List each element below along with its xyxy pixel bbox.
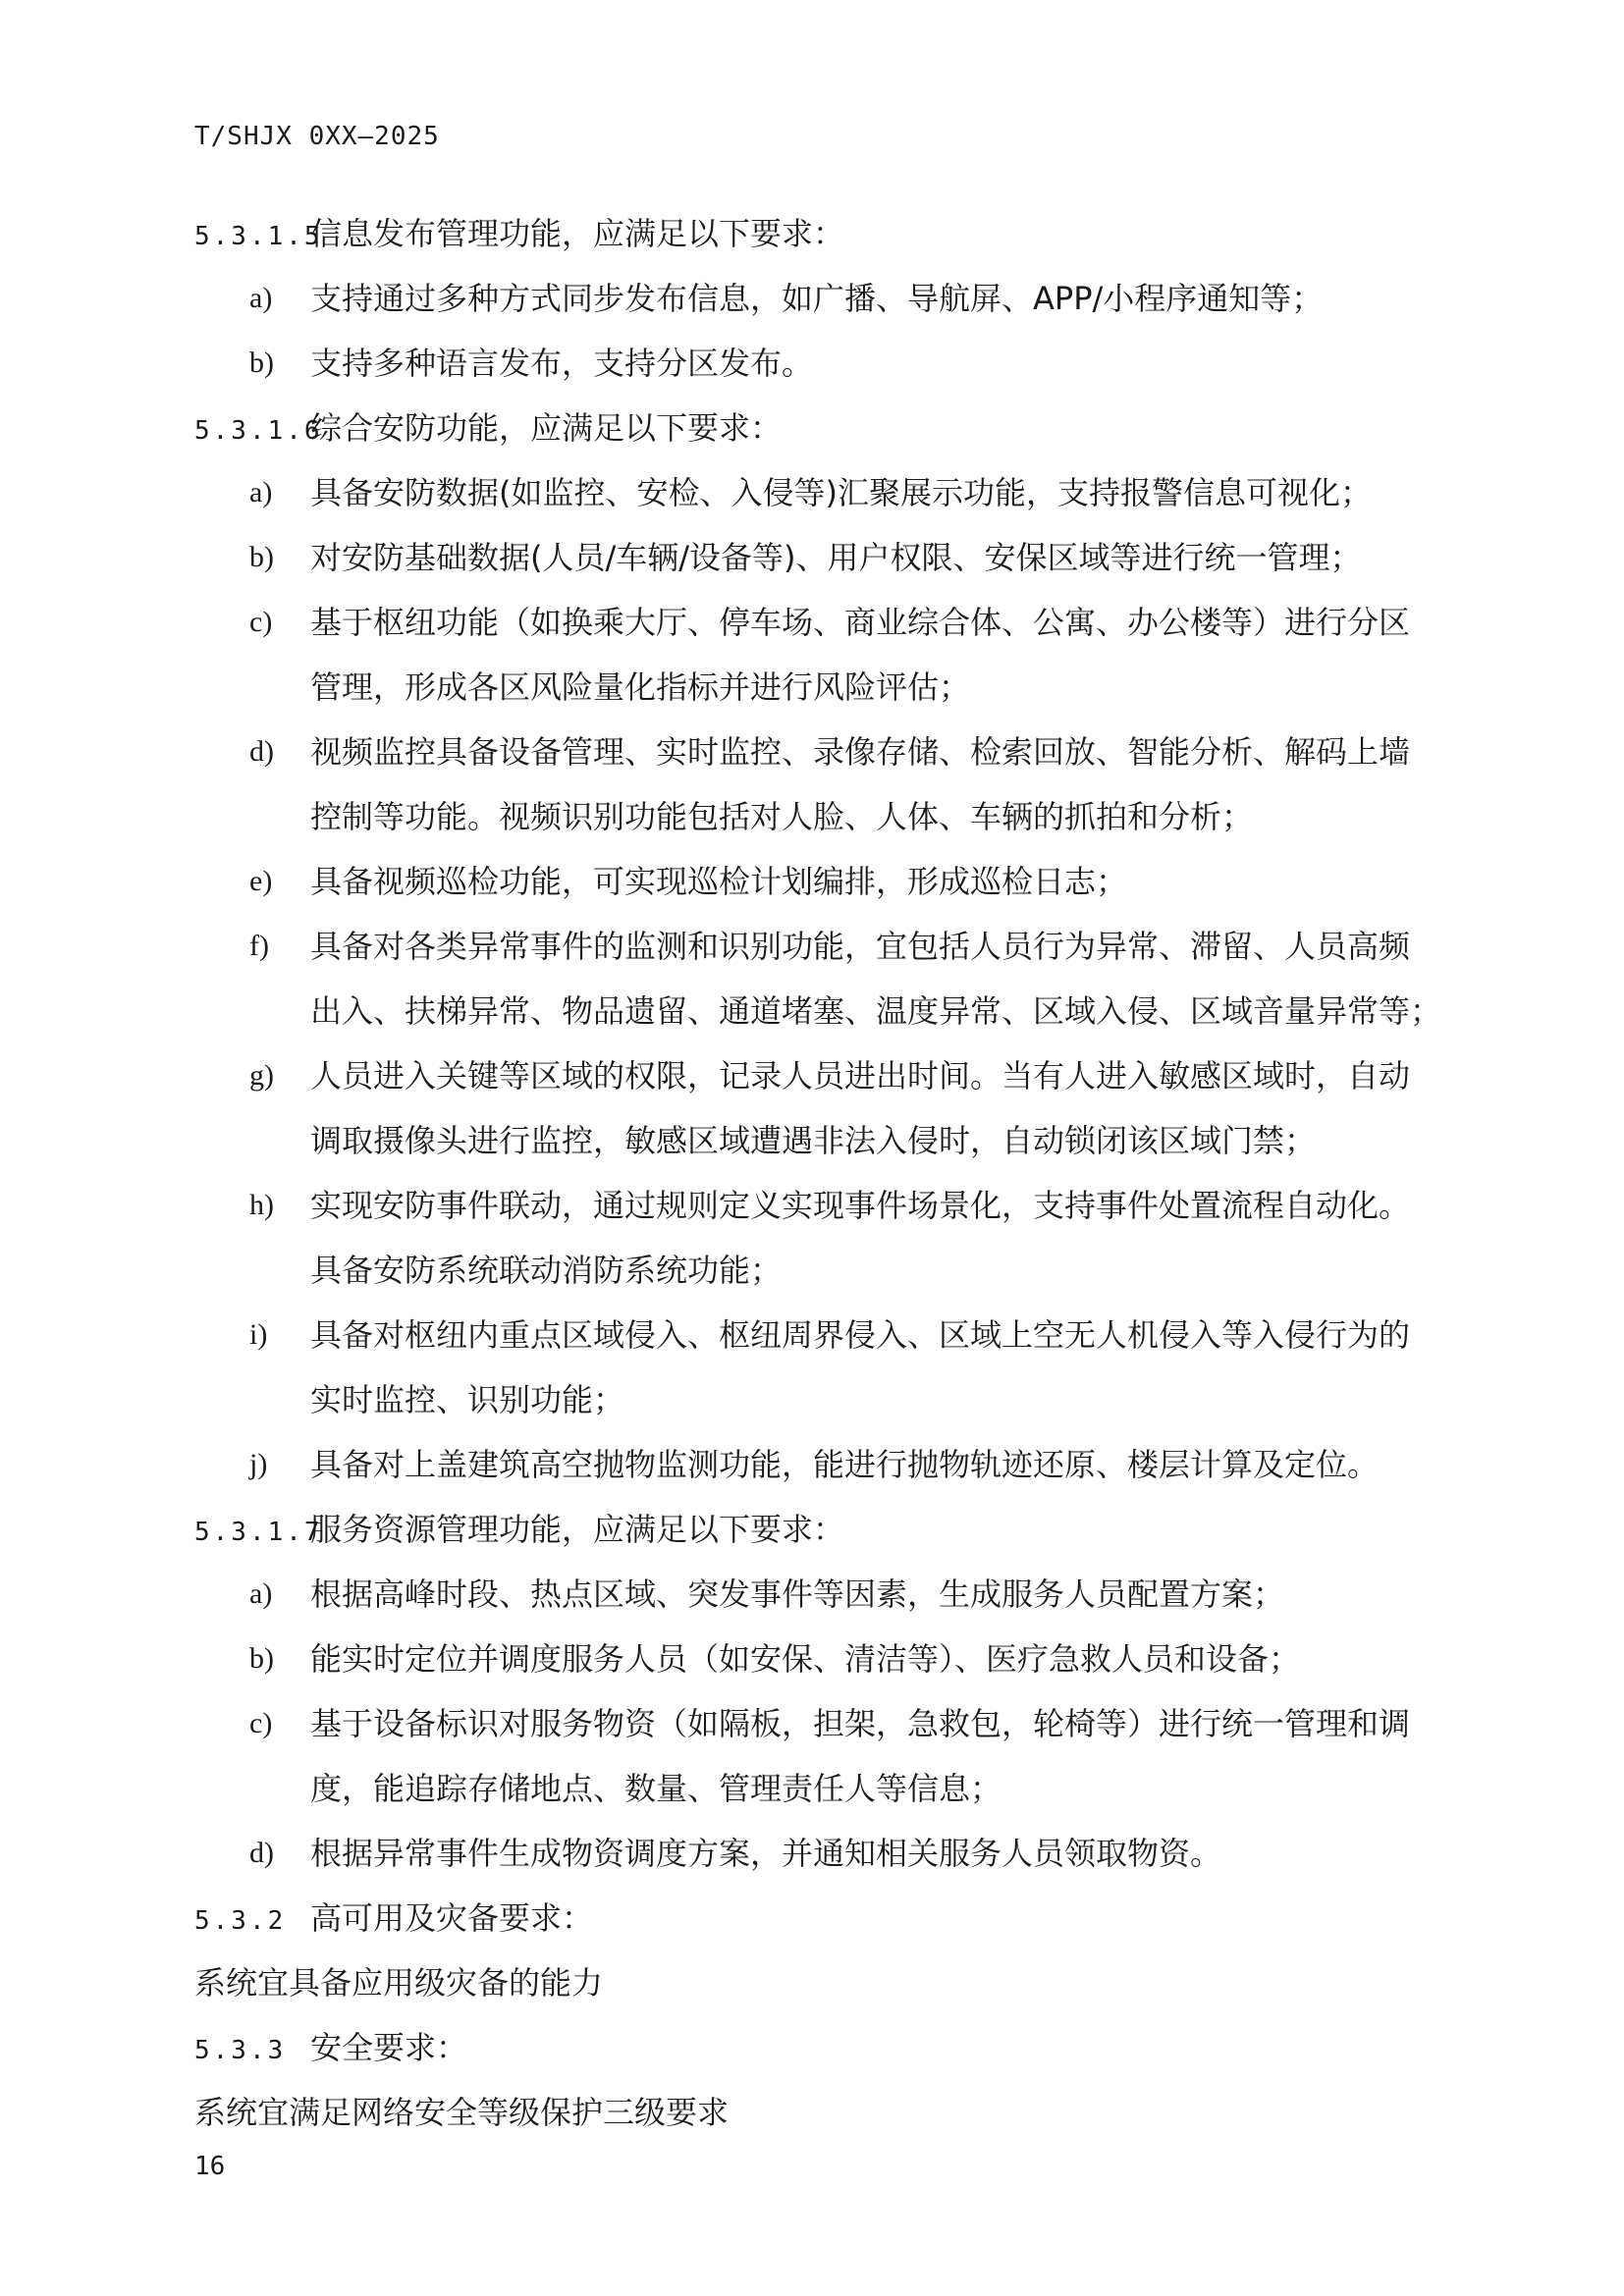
- list-item-continuation: [194, 979, 1471, 1043]
- clause-heading: [194, 1497, 1471, 1562]
- list-item-marker: c): [249, 1707, 273, 1739]
- list-item-text: 根据异常事件生成物资调度方案，并通知相关服务人员领取物资。: [310, 1835, 1222, 1872]
- section-number: 5.3.3: [194, 2036, 287, 2065]
- list-item-marker: b): [249, 541, 274, 573]
- list-item-text: 人员进入关键等区域的权限，记录人员进出时间。当有人进入敏感区域时，自动: [310, 1057, 1411, 1095]
- list-item: [194, 590, 1471, 655]
- list-item-text: 出入、扶梯异常、物品遗留、通道堵塞、温度异常、区域入侵、区域音量异常等；: [310, 992, 1442, 1030]
- document-body: [194, 201, 1471, 2145]
- list-item: [194, 1173, 1471, 1238]
- list-item: [194, 460, 1471, 525]
- list-item-marker: h): [249, 1189, 274, 1221]
- list-item-text: 具备对各类异常事件的监测和识别功能，宜包括人员行为异常、滞留、人员高频: [310, 928, 1411, 965]
- list-item: [194, 1043, 1471, 1108]
- list-item: [194, 1691, 1471, 1756]
- list-item: [194, 525, 1471, 590]
- list-item: [194, 1303, 1471, 1367]
- list-item-text: 具备对枢纽内重点区域侵入、枢纽周界侵入、区域上空无人机侵入等入侵行为的: [310, 1316, 1411, 1354]
- list-item-continuation: [194, 655, 1471, 720]
- list-item-text: 调取摄像头进行监控，敏感区域遭遇非法入侵时，自动锁闭该区域门禁；: [310, 1122, 1317, 1159]
- section-title: 高可用及灾备要求：: [310, 1899, 594, 1937]
- list-item-text: 具备对上盖建筑高空抛物监测功能，能进行抛物轨迹还原、楼层计算及定位。: [310, 1446, 1380, 1483]
- list-item-text: 视频监控具备设备管理、实时监控、录像存储、检索回放、智能分析、解码上墙: [310, 733, 1411, 771]
- list-item-text: 具备视频巡检功能，可实现巡检计划编排，形成巡检日志；: [310, 863, 1128, 900]
- clause-title: 综合安防功能，应满足以下要求：: [310, 409, 783, 447]
- list-item-marker: f): [249, 930, 269, 962]
- section-title: 安全要求：: [310, 2029, 468, 2066]
- page-number: 16: [194, 2152, 226, 2181]
- list-item-text: 实现安防事件联动，通过规则定义实现事件场景化，支持事件处置流程自动化。: [310, 1187, 1411, 1224]
- list-item-marker: a): [249, 476, 273, 508]
- list-item: [194, 1562, 1471, 1627]
- list-item-marker: d): [249, 1837, 274, 1869]
- list-item: [194, 331, 1471, 396]
- section-body-text: 系统宜满足网络安全等级保护三级要求: [194, 2094, 730, 2131]
- list-item-continuation: [194, 1108, 1471, 1173]
- list-item-continuation: [194, 1756, 1471, 1821]
- list-item-continuation: [194, 1238, 1471, 1303]
- list-item-text: 支持通过多种方式同步发布信息，如广播、导航屏、APP/小程序通知等；: [310, 280, 1324, 317]
- section-heading: [194, 2015, 1471, 2080]
- list-item-marker: c): [249, 606, 273, 638]
- list-item: [194, 849, 1471, 914]
- list-item-marker: d): [249, 735, 274, 768]
- list-item-text: 控制等功能。视频识别功能包括对人脸、人体、车辆的抓拍和分析；: [310, 798, 1254, 835]
- clause-title: 服务资源管理功能，应满足以下要求：: [310, 1511, 845, 1548]
- list-item-marker: b): [249, 347, 274, 379]
- list-item: [194, 1432, 1471, 1497]
- list-item-text: 基于枢纽功能（如换乘大厅、停车场、商业综合体、公寓、办公楼等）进行分区: [310, 604, 1411, 641]
- list-item-text: 根据高峰时段、热点区域、突发事件等因素，生成服务人员配置方案；: [310, 1575, 1285, 1613]
- section-heading: [194, 1886, 1471, 1950]
- list-item-marker: g): [249, 1059, 274, 1092]
- clause-heading: [194, 396, 1471, 460]
- list-item: [194, 720, 1471, 784]
- clause-title: 信息发布管理功能，应满足以下要求：: [310, 215, 845, 252]
- list-item-text: 对安防基础数据(人员/车辆/设备等)、用户权限、安保区域等进行统一管理；: [310, 539, 1362, 576]
- list-item-marker: i): [249, 1318, 268, 1351]
- section-body-text: 系统宜具备应用级灾备的能力: [194, 1964, 604, 2002]
- list-item-marker: a): [249, 1577, 273, 1610]
- clause-number: 5.3.1.7: [194, 1518, 323, 1547]
- list-item-text: 具备安防数据(如监控、安检、入侵等)汇聚展示功能，支持报警信息可视化；: [310, 474, 1372, 511]
- list-item-text: 能实时定位并调度服务人员（如安保、清洁等）、医疗急救人员和设备；: [310, 1640, 1301, 1678]
- clause-heading: [194, 201, 1471, 266]
- list-item-text: 度，能追踪存储地点、数量、管理责任人等信息；: [310, 1770, 1002, 1807]
- list-item-text: 支持多种语言发布，支持分区发布。: [310, 345, 814, 382]
- list-item: [194, 914, 1471, 979]
- list-item-continuation: [194, 1367, 1471, 1432]
- list-item-marker: j): [249, 1448, 268, 1480]
- document-code-header: T/SHJX 0XX—2025: [194, 122, 440, 151]
- list-item-marker: b): [249, 1642, 274, 1675]
- list-item: [194, 1627, 1471, 1691]
- list-item-text: 管理，形成各区风险量化指标并进行风险评估；: [310, 668, 971, 706]
- list-item-text: 实时监控、识别功能；: [310, 1381, 625, 1418]
- list-item-marker: e): [249, 865, 273, 897]
- list-item-text: 基于设备标识对服务物资（如隔板，担架，急救包，轮椅等）进行统一管理和调: [310, 1705, 1411, 1742]
- clause-number: 5.3.1.6: [194, 416, 323, 446]
- list-item-text: 具备安防系统联动消防系统功能；: [310, 1252, 783, 1289]
- list-item: [194, 266, 1471, 331]
- list-item: [194, 1821, 1471, 1886]
- section-number: 5.3.2: [194, 1906, 287, 1936]
- clause-number: 5.3.1.5: [194, 222, 323, 251]
- list-item-marker: a): [249, 282, 273, 314]
- list-item-continuation: [194, 784, 1471, 849]
